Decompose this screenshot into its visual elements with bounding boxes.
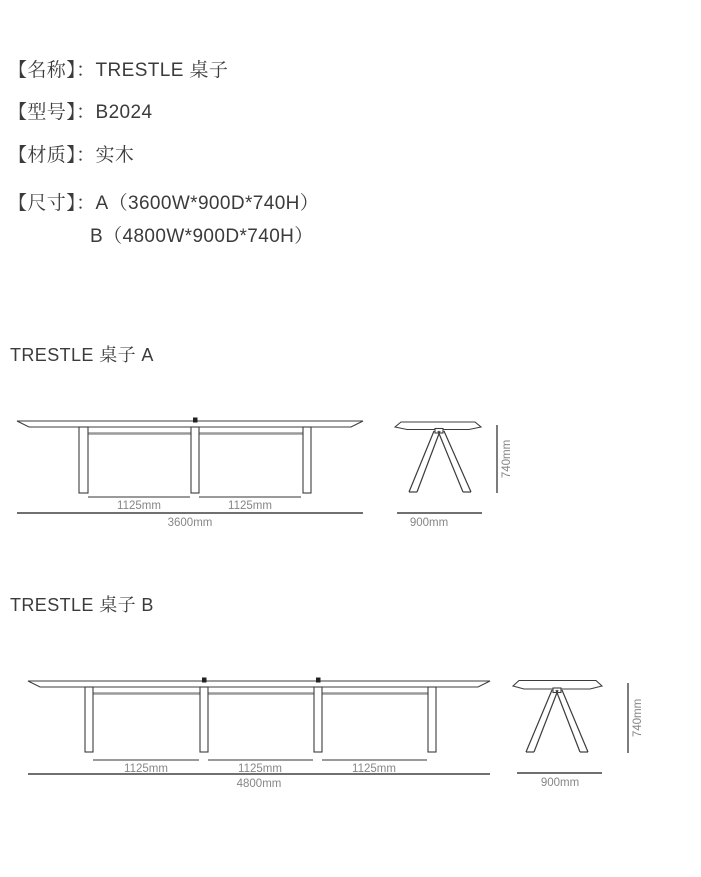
table-b-side-dimensions	[517, 683, 644, 789]
table-leg-splayed	[556, 690, 580, 752]
dimension-label-total: 4800mm	[236, 778, 282, 790]
spec-line-size-b: B（4800W*900D*740H）	[90, 226, 314, 247]
dimension-label: 1125mm	[124, 763, 168, 775]
drawing-table-a	[0, 413, 540, 543]
table-leg	[200, 687, 208, 752]
drawing-table-b	[0, 670, 680, 805]
dimension-label-depth: 900mm	[540, 777, 580, 789]
table-leg-splayed	[409, 431, 434, 492]
table-leg-splayed	[534, 690, 558, 752]
dimension-label: 1125mm	[117, 500, 161, 512]
table-top	[17, 421, 363, 427]
table-leg-splayed	[526, 690, 552, 752]
table-leg-splayed	[444, 431, 471, 492]
dimension-label-height: 740mm	[501, 439, 513, 479]
table-a-front-view	[17, 418, 363, 494]
dimension-label: 1125mm	[228, 500, 272, 512]
table-leg	[79, 427, 88, 493]
table-top-joint	[316, 678, 321, 683]
section-a-title: TRESTLE 桌子 A	[10, 345, 154, 365]
table-b-front-view	[28, 678, 490, 753]
table-b-front-dimensions	[28, 760, 490, 790]
table-leg-splayed	[438, 431, 463, 492]
section-b-title: TRESTLE 桌子 B	[10, 595, 154, 615]
table-b-side-view	[513, 681, 602, 753]
dimension-label-total: 3600mm	[167, 517, 213, 529]
table-leg	[85, 687, 93, 752]
table-a-front-dimensions	[17, 497, 363, 529]
dimension-label-depth: 900mm	[409, 517, 449, 529]
spec-line-model: 【型号】：B2024	[8, 102, 153, 123]
table-leg-splayed	[562, 690, 588, 752]
table-leg	[314, 687, 322, 752]
spec-line-material: 【材质】：实木	[8, 145, 135, 166]
spec-line-size-a: 【尺寸】：A（3600W*900D*740H）	[8, 193, 320, 214]
table-a-side-view	[395, 422, 481, 492]
dimension-label: 1125mm	[238, 763, 282, 775]
table-leg	[303, 427, 311, 493]
spec-line-name: 【名称】：TRESTLE 桌子	[8, 60, 229, 81]
table-top-joint	[202, 678, 207, 683]
table-a-side-dimensions	[397, 425, 513, 529]
table-leg-splayed	[417, 431, 440, 492]
dimension-label-height: 740mm	[632, 698, 644, 738]
table-leg	[428, 687, 436, 752]
dimension-label: 1125mm	[352, 763, 396, 775]
table-leg	[191, 427, 199, 493]
table-top	[28, 681, 490, 687]
table-top-joint	[193, 418, 198, 423]
